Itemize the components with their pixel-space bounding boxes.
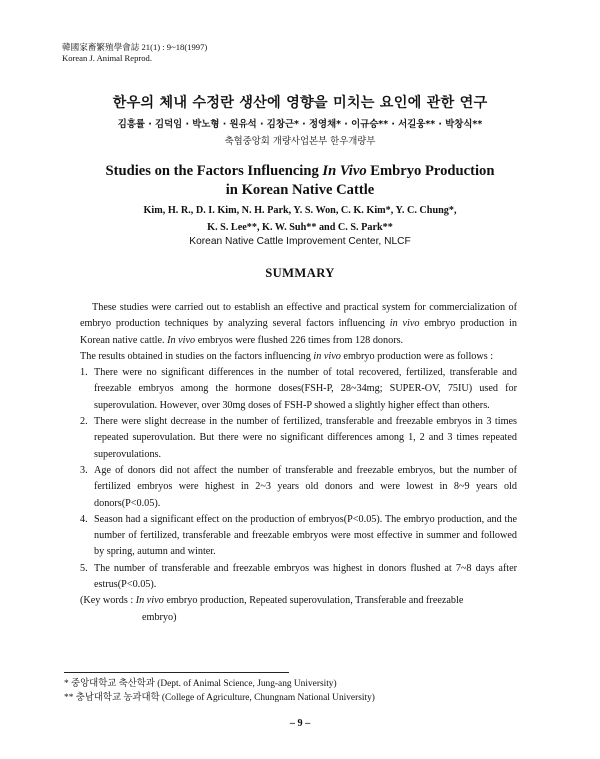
list-item-text: The number of transferable and freezable embryos was highest in donors flushed at 7~8 days after estrus(P<0.05). bbox=[94, 562, 517, 591]
english-title bbox=[0, 162, 600, 200]
list-item bbox=[74, 512, 517, 561]
title-text: Studies on the Factors Influencing bbox=[105, 163, 323, 179]
intro-text-b: embryo production in Korean native cattle. bbox=[80, 318, 517, 346]
results-list bbox=[80, 365, 517, 593]
journal-name-english: Korean J. Animal Reprod. bbox=[62, 53, 152, 63]
list-item-number: 2. bbox=[80, 416, 88, 428]
journal-header bbox=[62, 42, 207, 64]
english-authors-line-2: K. S. Lee**, K. W. Suh** and C. S. Park** bbox=[207, 222, 393, 233]
list-item bbox=[74, 414, 517, 463]
results-text-a: The results obtained in studies on the factors influencing bbox=[80, 350, 314, 362]
list-item-number: 4. bbox=[80, 513, 88, 525]
list-item-text: There were no significant differences in the number of total recovered, fertilized, transferable and freezable embryos among the hormone doses(FSH-P, 28~34mg; SUPER-OV, 75IU) used for superovulation. However, over 30mg doses of FSH-P showed a slightly higher effect than others. bbox=[94, 367, 517, 411]
journal-citation-korean: 韓國家畜繁殖學會誌 21(1) : 9~18(1997) bbox=[62, 42, 208, 52]
english-title-line-2: in Korean Native Cattle bbox=[225, 182, 375, 198]
summary-intro bbox=[80, 300, 517, 349]
list-item bbox=[74, 561, 517, 594]
intro-text-c: embryos were flushed 226 times from 128 donors. bbox=[195, 334, 404, 346]
keywords-text: embryo production, Repeated superovulation, Transferable and freezable bbox=[163, 595, 464, 607]
list-item bbox=[74, 365, 517, 414]
keywords-text-end: embryo) bbox=[142, 611, 177, 623]
footnotes bbox=[64, 678, 375, 705]
footnote-2: ** 충남대학교 농과대학 (College of Agriculture, Chungnam National University) bbox=[64, 692, 375, 703]
summary-heading: SUMMARY bbox=[265, 266, 335, 280]
keywords bbox=[80, 593, 517, 626]
keywords-label: (Key words : bbox=[80, 595, 136, 607]
keywords-italic: In vivo bbox=[135, 595, 164, 607]
list-item bbox=[74, 463, 517, 512]
list-item-text: Age of donors did not affect the number of transferable and freezable embryos, but the number of fertilized embryos were highest in 2~3 years old donors and were lowest in 8~9 years old donors(P<0.05). bbox=[94, 464, 517, 509]
list-item-number: 1. bbox=[80, 367, 88, 379]
intro-text-a: These studies were carried out to establish an effective and practical system for commercialization of embryo production techniques by analyzing several factors influencing bbox=[80, 302, 517, 330]
list-item-number: 5. bbox=[80, 562, 88, 574]
results-italic: in vivo bbox=[313, 350, 341, 362]
summary-body bbox=[80, 300, 517, 626]
english-title-line-1 bbox=[0, 162, 600, 181]
list-item-text: There were slight decrease in the number of fertilized, transferable and freezable embryos in 3 times repeated superovulation. But there were no significant differences among 1, 2 and 3 times repeated superovulations. bbox=[94, 416, 517, 460]
title-text-end: Embryo Production bbox=[366, 163, 495, 179]
intro-italic-2: In vivo bbox=[167, 334, 196, 346]
results-text-b: embryo production were as follows : bbox=[340, 350, 494, 362]
intro-italic-1: in vivo bbox=[389, 318, 420, 330]
title-italic-text: In Vivo bbox=[322, 163, 367, 179]
list-item-text: Season had a significant effect on the production of embryos(P<0.05). The embryo production, and the number of fertilized, transferable and freezable embryos were most effective in summer and followed by spring, autumn and winter. bbox=[94, 513, 517, 558]
list-item-number: 3. bbox=[80, 464, 88, 476]
korean-authors: 김흥률 · 김덕임 · 박노형 · 원유석 · 김창근* · 정영채* · 이규승** · 서길웅** · 박창식** bbox=[117, 119, 483, 130]
summary-results-intro bbox=[80, 349, 517, 365]
english-affiliation: Korean Native Cattle Improvement Center, NLCF bbox=[189, 236, 411, 247]
english-authors bbox=[0, 202, 600, 236]
korean-title: 한우의 체내 수정란 생산에 영향을 미치는 요인에 관한 연구 bbox=[112, 95, 488, 111]
page-number: – 9 – bbox=[289, 718, 311, 729]
footnote-1: * 중앙대학교 축산학과 (Dept. of Animal Science, Jung-ang University) bbox=[64, 679, 337, 689]
korean-affiliation: 축협중앙회 개량사업본부 한우개량부 bbox=[224, 136, 376, 147]
english-authors-line-1: Kim, H. R., D. I. Kim, N. H. Park, Y. S. Won, C. K. Kim*, Y. C. Chung*, bbox=[143, 205, 457, 216]
footnote-divider bbox=[64, 672, 289, 673]
